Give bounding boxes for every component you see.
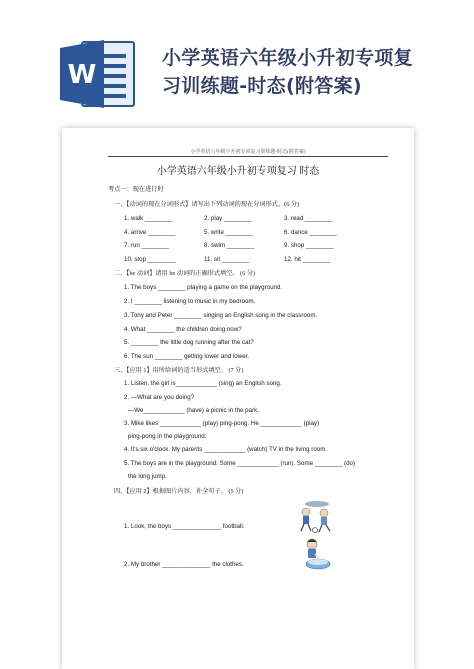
exercise-item: 6. The sun ________ getting lower and lower. [124,353,250,360]
exercise-item: 1. Listen, the girl is____________ (sing) an English song. [124,380,282,387]
exercise-item: 3. Mike likes ____________ (play) ping-pong. He ____________ (play) [124,420,320,427]
word-icon [58,34,138,114]
running-head: 小学英语六年级小升初专项复习训练题-时态(附答案) [108,148,388,157]
exercise-item: 2. I ________ listening to music in my bedroom. [124,298,256,305]
section-3-title: 三、【应用 1】用所给词的适当形式填空。 (7 分) [114,367,244,374]
document-title: 小学英语六年级小升初专项复习 时态 [156,166,320,177]
verb-item: 4. arrive ________ [124,229,176,236]
exercise-item: 4. What ________ the children doing now? [124,326,242,333]
verb-item: 1. walk ________ [124,215,173,222]
verb-item: 6. dance ________ [284,229,337,236]
verb-item: 5. write ________ [204,229,254,236]
verb-row [124,256,384,265]
verb-row [124,242,384,251]
exercise-item: 1. The boys ________ playing a game on the playground. [124,284,283,291]
verb-item: 8. swim ________ [204,242,255,249]
section-1-title: 一、【动词的现在分词形式】请写出下列动词的现在分词形式。(6 分) [114,201,300,208]
boy-washing-clothes-illustration [298,536,334,572]
exercise-item: ping-pong in the playground. [128,433,207,440]
exercise-item: 4. It's six o'clock. My parents ____________ (watch) TV in the living room. [124,446,328,453]
exercise-item: 1. Look, the boys ______________ football. [124,523,245,530]
verb-row [124,215,384,224]
verb-item: 11. sit ________ [204,256,250,263]
exercise-item: 5. The boys are in the playground. Some ____________ (run). Some ________ (do) [124,460,356,467]
point-heading: 考点一：现在进行时 [108,186,164,193]
title-line-2: 习训练题-时态(附答案) [162,75,362,97]
exercise-item: 2. My brother ______________ the clothes. [124,561,244,568]
exercise-item: 3. Tony and Peter ________ singing an English song in the classroom. [124,312,318,319]
verb-item: 10. stop ________ [124,256,176,263]
exercise-item: 2. —What are you doing? [124,394,195,401]
boys-football-illustration [294,500,340,534]
verb-item: 12. hit ________ [284,256,331,263]
document-page [62,128,414,669]
verb-item: 2. play ________ [204,215,252,222]
title-line-1: 小学英语六年级小升初专项复 [162,47,413,69]
exercise-item: the long jump. [128,473,167,480]
verb-item: 3. read ________ [284,215,333,222]
page-title [162,44,462,100]
verb-row [124,229,384,238]
svg-text:W: W [67,60,97,90]
section-4-title: 四、【应用 2】根据图片内容，补全句子。 (5 分) [114,488,244,495]
verb-item: 7. run ________ [124,242,170,249]
verb-item: 9. shop ________ [284,242,334,249]
exercise-item: 5. ________ the little dog running after the cat? [124,339,254,346]
section-2-title: 二、【be 动词】请用 be 动词的正确形式填空。 (6 分) [114,270,256,277]
exercise-item: —We____________ (have) a picnic in the park. [128,407,259,414]
